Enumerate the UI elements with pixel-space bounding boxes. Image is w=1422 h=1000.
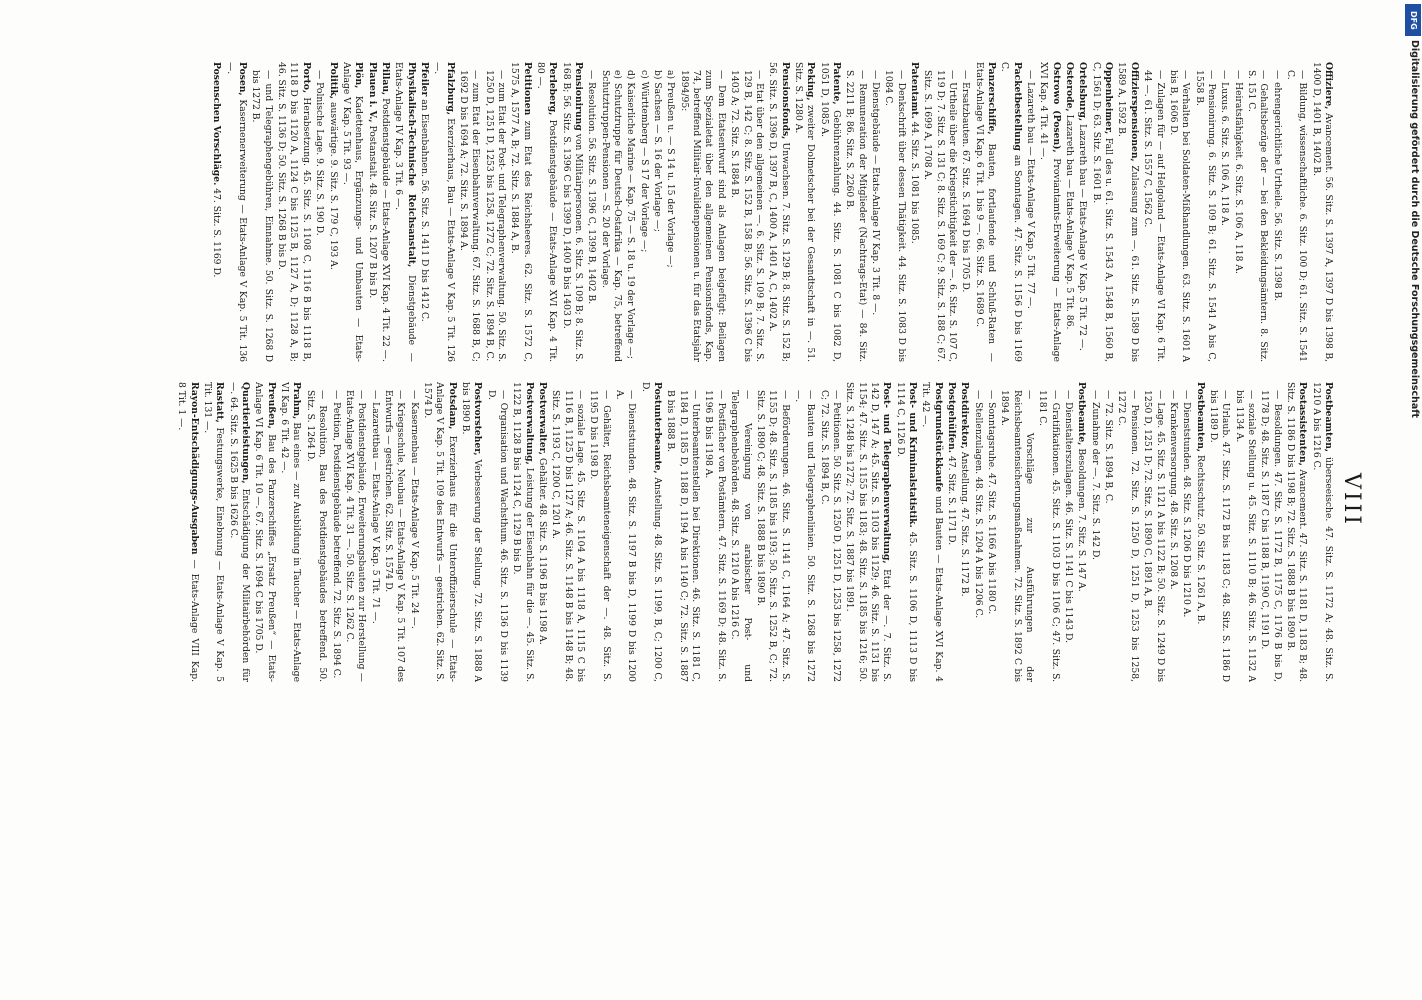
index-entry-text: von Militairpersonen. 6. Sitz. S. 109 B; 8. Sitz. S. 168 B; 56. Sitz. S. 1396 C bis 1399 D, 1400 B bis 1403 D. [560, 62, 585, 362]
index-entry [1075, 382, 1087, 682]
index-entry [343, 382, 368, 682]
index-entry-text: Gebührenzahlung. 44. Sitz. S. 1081 C bis 1082 D, 1051 D, 1085 A. [818, 62, 842, 362]
index-entry [1141, 62, 1166, 362]
index-entry-text: — Denkschrift über dessen Thätigkeit. 44. Sitz. S. 1083 D bis 1084 C. [883, 70, 907, 362]
index-entry [971, 382, 983, 682]
index-entry-text: — Dienststunden. 48. Sitz. S. 1206 D bis 1210 A. [1181, 390, 1193, 618]
index-entry [1207, 382, 1232, 682]
index-entry-text: — Polnische Lage. 9. Sitz. S. 190 D. [314, 70, 326, 236]
index-entry [638, 382, 663, 682]
index-entry [1192, 62, 1217, 362]
index-entry-text: — Postfächer von Postämtern. 47. Sitz. S. 1169 D; 48. Sitz. S. 1196 B bis 1198 A. [703, 390, 727, 682]
digitization-stamp [1404, 0, 1422, 1000]
index-entry-text: — Heiratsfähigkeit. 6. Sitz. S. 106 A, 118 A. [1232, 70, 1244, 274]
index-entry-text: — Lage. 45. Sitz. S. 1121 A bis 1122 B; 50. Sitz. S. 1249 D bis 1250 D, 1251 D; 72. Sitz. S. 1890 C, 1891 A, B. [1142, 390, 1166, 682]
index-entry-text: Exerzierhaus für die Unteroffizierschule — Etats-Anlage V Kap. 5 Tit. 109 des Entwurfs — gestrichen. 62. Sitz. S. 1574 D. [421, 382, 458, 682]
index-entry-head: Post- und Telegraphenverwaltung, [881, 382, 893, 564]
index-entry-text: und Bauten — Etats-Anlage XVI Kap. 4 Tit. 42 —. [920, 382, 944, 682]
index-entry [1258, 382, 1283, 682]
index-entry-text: — Dem Etatsentwurf sind als Anlagen beigefügt: Beilagen zum Spezialetat über den allgemeinen Pensionsfonds, Kap. 74, betreffend Militair-Invalidenpensionen u. für das Etatsjahr 1894/95: [678, 70, 727, 362]
index-entry-head: Postassistenten, [1297, 382, 1309, 466]
index-entry-head: Postunterbeamte, [652, 382, 664, 474]
index-entry [587, 382, 612, 682]
index-entry-text: Kasernenerweiterung — Etats-Anlage V Kap. 5 Tit. 136 —. [224, 62, 249, 362]
index-entry-text: — Bildung, wissenschaftliche. 6. Sitz. 100 D; 61. Sitz. S. 1541 C. [1284, 70, 1309, 362]
index-entry-text: Dienstgebäude — Etats-Anlage IV Kap. 3 Tit. 6 —. [393, 62, 417, 362]
index-entry-head: Petitionen [521, 62, 533, 116]
index-entry-text: — Lazareth bau — Etats-Anlage V Kap. 5 Tit. 77 —. [1025, 70, 1037, 309]
index-entry-head: Offiziere, [1323, 62, 1334, 110]
index-entry [985, 382, 997, 682]
index-entry-text: — Etat über den allgemeinen —. 6. Sitz. S. 109 B; 7. Sitz. S. 129 B, 142 C; 8. Sitz. S. 152 B, 158 B; 56. Sitz. S. 1396 C bis 1403 A; 72. Sitz. S. 1884 B. [729, 70, 765, 362]
index-entry [919, 382, 944, 682]
index-entry [882, 62, 907, 362]
index-entry-head: Postvorsteher, [472, 382, 484, 456]
index-entry-head: Rastatt, [214, 382, 226, 423]
index-entry-head: Pensionsfonds, [779, 62, 791, 140]
index-entry-head: Offizierspensionen, [1128, 62, 1140, 162]
index-entry [1284, 62, 1309, 362]
index-entry-head: Prahm, [291, 382, 303, 420]
index-entry [893, 382, 918, 682]
index-entry-text: — Stellenzulagen. 48. Sitz. S. 1204 A bis 1206 C. [972, 390, 984, 619]
index-entry-text: — Vereinigung von arabischer Post- und Telegraphenbehörden. 48. Sitz. S. 1210 A bis 1216 C. [729, 390, 753, 682]
index-entry-head: Postverwalter, [537, 382, 549, 456]
index-entry-text: — und Telegraphengebühren, Einnahme. 50. Sitz. S. 1268 D bis 1272 B. [250, 70, 274, 362]
index-entry [1062, 382, 1074, 682]
index-entry-text: Proviantamts-Erweiterung — Etats-Anlage XVI Kap. 4 Tit. 41 —. [1038, 62, 1062, 362]
index-entry-head: Osterode, [1064, 62, 1076, 112]
index-entry-text: Rechtsschutz. 50. Sitz. S. 1261 A, B. [1194, 455, 1206, 625]
index-entry [223, 62, 248, 362]
index-entry-text: — 72. Sitz. S. 1894 B, C. [1103, 390, 1115, 504]
index-entry [958, 382, 970, 682]
index-entry-text: — Dienststunden. 48. Sitz. S. 1197 B bis D, 1199 D bis 1200 A. [614, 390, 638, 682]
index-entry-text: — Pensionirung. 6. Sitz. S. 109 B; 61. Sitz. S. 1541 A bis C, 1558 B. [1193, 70, 1217, 362]
index-entry-text: — ehrengerichtliche Urtheile. 56. Sitz. S. 1398 B. [1271, 70, 1283, 302]
index-entry-head: Panzerschiffe, [986, 62, 998, 135]
index-entry-head: Postdirektor, [959, 382, 971, 449]
index-entry-head: Post- und Kriminalstatistik. [907, 382, 918, 528]
index-entry-text: 45. Sitz. S. 1106 D, 1113 D bis 1114 C, 1126 D. [894, 382, 918, 682]
index-entry-text: — zum Etat der Post- und Telegraphenverwaltung. 50. Sitz. S. 1250 D, 1251 D, 1253 bis 1258, 1272 C; 72. Sitz. S. 1894 B, C. [483, 70, 507, 362]
index-entry [1115, 382, 1140, 682]
index-entry-text: — Gehaltsbezüge der — bei den Bekleidungsämtern. 8. Sitz. S. 151 C. [1245, 70, 1270, 362]
index-entry-text: 47. Sitz. S. 1169 D. [211, 188, 223, 278]
index-entry [1037, 62, 1062, 362]
index-entry-text: 47. Sitz. S. 1171 D. [946, 455, 958, 546]
index-entry-text: Entschädigung der Militairbehörden für —. 64. Sitz. S. 1625 B bis 1626 C. [227, 382, 252, 682]
index-entry-text: Etat der —. 7. Sitz. S. 142 D, 147 A; 45. Sitz. S. 1103 bis 1129; 46. Sitz. S. 1131 bis 1154; 47. Sitz. S. 1155 bis 1183; 48. Sitz. S. 1185 bis 1216; 50. Sitz. S. 1248 bis 1272; 72. Sitz. S. 1887 bis 1891. [844, 382, 893, 682]
index-entry-text: — Luxus. 6. Sitz. S. 106 A, 118 A. [1219, 70, 1231, 226]
index-entry-text: — Verhalten bei Soldaten-Mißhandlungen. 63. Sitz. S. 1601 A bis B, 1606 D. [1167, 70, 1192, 362]
index-entry-text: d) Kaiserliche Marine — Kap. 75 — S. 18 u. 19 der Vorlage —; [625, 70, 637, 359]
index-entry-text: Lazareth bau — Etats-Anlage V Kap. 5 Tit. 86. [1064, 114, 1076, 330]
index-entry-text: — Petitionen. 50. Sitz. S. 1250 D, 1251 D, 1253 bis 1258, 1272 C; 72. Sitz. S. 1894 B, C. [818, 390, 842, 682]
index-entry [959, 62, 971, 362]
index-entry-text: Anstellung. 47. Sitz. S. 1172 B. [959, 451, 971, 597]
index-entry-text: — Etats-Anlage VIII Kap. 8 Tit. 1 —. [176, 382, 200, 682]
index-entry-text: Bau des Panzerschiffes „Ersatz Preußen“ — Etats-Anlage VI Kap. 6 Tit. 10 —. 67. Sitz. S. 1694 C bis 1705 D. [253, 382, 277, 682]
index-entry-text: Gehälter. 48. Sitz. S. 1196 B bis 1198 A. [537, 457, 549, 645]
index-entry-head: Postverwaltung, [523, 382, 535, 465]
index-entry [908, 62, 920, 362]
index-entry [1089, 62, 1114, 362]
index-entry [728, 382, 753, 682]
index-entry [624, 62, 636, 362]
index-entry [313, 62, 325, 362]
index-entry-text: — Ersatzbauten. 67. Sitz. S. 1694 D bis 1705 D. [960, 70, 972, 293]
index-entry [1076, 62, 1088, 362]
index-entry [1231, 62, 1243, 362]
index-entry [1309, 62, 1334, 362]
index-entry [585, 62, 597, 362]
index-entry [598, 62, 623, 362]
index-entry-text: — Resolution, Bau des Postdienstgebäudes betreffend. 50. Sitz. S. 1264 D. [304, 390, 329, 682]
index-entry-text: Avancement. 47. Sitz. S. 1181 D, 1183 B; 48. Sitz. S. 1186 D bis 1198 B; 72. Sitz. S. 1888 B bis 1890 B. [1284, 382, 1309, 682]
index-entry-text: — soziale Lage. 45. Sitz. S. 1104 A bis 1118 A, 1115 C bis 1116 B, 1125 D bis 1127 A; 46. Sitz. S. 1148 B bis 1148 B; 48. Sitz. S. 1193 C, 1200 C, 1201 A. [550, 390, 587, 682]
index-entry [702, 382, 727, 682]
index-entry-head: Potsdam, [446, 382, 458, 430]
index-entry [1270, 62, 1282, 362]
index-entry [252, 382, 277, 682]
index-entry-text: überseeische. 47. Sitz. S. 1172 A; 48. Sitz. S. 1210 A bis 1216 C. [1310, 382, 1334, 682]
index-entry-text: — Postdienstgebäude, Erweiterungsbauten zur Herstellung — Etats-Anlage XVI Kap. 4 Tit. 31 —. 50. Sitz. S. 1262 C. [343, 390, 368, 682]
index-entry [792, 382, 817, 682]
index-entry [382, 382, 407, 682]
index-entry [201, 382, 226, 682]
index-entry-head: Pfeiler [418, 62, 430, 97]
index-entry-head: Posenschen Vorschläge. [211, 62, 223, 186]
index-entry [998, 62, 1023, 362]
index-entry-text: Postdienstgebäude — Etats-Anlage XVI Kap. 4 Tit. 22 —. [379, 98, 391, 362]
index-entry [278, 382, 303, 682]
index-column-right [4, 700, 1334, 985]
index-entry [843, 62, 868, 362]
index-entry-text: Exerzierhaus, Bau — Etats-Anlage V Kap. 5 Tit. 126 —. [432, 62, 456, 362]
index-column-middle [4, 382, 1334, 682]
index-entry [326, 62, 338, 362]
index-entry-text: — Organisation und Wachsthum. 46. Sitz. S. 1136 D bis 1139 D. [485, 390, 509, 682]
index-entry-text: a) Preußen u. — S 14 u. 15 der Vorlage —; [665, 70, 677, 268]
index-entry-head: Plön, [353, 62, 365, 89]
index-entry-head: Ortelsburg, [1077, 62, 1089, 122]
index-entry [549, 382, 586, 682]
index-entry [613, 382, 638, 682]
index-entry [368, 382, 380, 682]
index-entry-text: c) Württemberg — S 17 der Vorlage —; [638, 70, 650, 253]
index-entry-head: Preußen, [265, 382, 277, 429]
index-entry-text: 44. Sitz. S. 1081 bis 1085. [909, 121, 920, 244]
index-entry [304, 382, 329, 682]
index-entry-text: Bau eines — zur Ausbildung in Taucher — Etats-Anlage VI Kap. 6 Tit. 42 —. [279, 382, 303, 682]
index-entry [508, 62, 533, 362]
index-entry-head: Postbeamten, [1323, 382, 1334, 453]
index-entry-head: Postgrundstückkaufe [932, 382, 944, 493]
index-entry-text: Festungswerke, Einebnung — Etats-Anlage V Kap. 5 Tit. 131 —. [202, 382, 226, 682]
index-entry-text: — Resolution. 56. Sitz. S. 1396 C, 1399 B, 1402 B. [586, 70, 598, 305]
index-entry [1245, 62, 1270, 362]
index-entry [817, 382, 842, 682]
index-entry-head: Oppenheimer, [1103, 62, 1115, 135]
index-entry-text: — Krankenversorgung. 48. Sitz. S. 1208 A. [1167, 390, 1179, 590]
index-entry [998, 382, 1035, 682]
index-entry-text: — zum Etat der Eisenbahnverwaltung. 67. Sitz. S. 1688 B, C; 1692 D bis 1694 A; 72. Sitz. S. 1894 A. [457, 70, 482, 362]
index-entry-text: — Zulagen für — auf Helgoland — Etats-Anlage VI Kap. 6 Tit. 44 —. 61. Sitz. S. 1557 C, 1562 C. [1142, 70, 1166, 362]
index-entry-text: zweiter Dolmetscher bei der Gesandtschaft in —. 51. Sitz. S. 1280 A. [792, 62, 817, 362]
index-entry-head: Pfalzburg, [444, 62, 456, 116]
index-entry-text: Fall des u. 61. Sitz. S. 1543 A, 1548 B, 1560 B, C, 1561 D; 63. Sitz. S. 1601 B. [1090, 62, 1115, 362]
dfg-logo: DFG [1405, 4, 1421, 36]
index-entry-text: auswärtige. 9. Sitz. S. 179 C, 193 A. [327, 102, 339, 270]
index-entry-text: an Eisenbahnen. 56. Sitz. S. 1411 D bis 1412 C. [418, 99, 430, 322]
index-entry-text: Leistung der Eisenbahn für die —. 45. Sitz. S. 1122 B, 1128 B bis 1124 C, 1129 B bis D. [511, 382, 535, 682]
index-entry-text: — Pensionen. 72. Sitz. S. 1250 D, 1251 D, 1253 bis 1258, 1272 C. [1116, 390, 1140, 682]
index-entry-text: — Gehälter, Reichsbeamteneigenschaft der —. 48. Sitz. S. 1195 D bis 1198 D. [588, 390, 612, 682]
index-entry-head: Packetbestellung [1011, 62, 1023, 151]
index-entry-head: Postbeamten, [1194, 382, 1206, 453]
index-entry [407, 382, 419, 682]
index-entry-text: — Kriegsschule, Neubau — Etats-Anlage V Kap. 5 Tit. 107 des Entwurfs — gestrichen. 62. Sitz. S. 1574 D. [382, 390, 407, 682]
index-entry [534, 62, 559, 362]
index-entry-text: b) Sachsen — S. 16 der Vorlage —; [652, 70, 664, 233]
index-entry [1102, 382, 1114, 682]
index-entry-text: — Besoldungen. 47. Sitz. S. 1172 B, 1175 C, 1176 B bis D, 1178 D; 48. Sitz. S. 1187 C bis 1188 B, 1190 C, 1191 D. [1259, 390, 1283, 682]
index-entry-head: Rayon-Entschädigungs-Ausgaben [188, 382, 200, 555]
index-entry-head: Patente, [830, 62, 842, 105]
index-entry [226, 382, 251, 682]
index-entry-head: Physikalisch-Technische Reichsanstalt, [405, 62, 417, 268]
index-entry-text: Kadettenhaus, Ergänzungs- und Umbauten — Etats-Anlage V Kap. 5 Tit. 93 —. [340, 62, 365, 362]
index-entry [766, 62, 791, 362]
index-entry [275, 62, 312, 362]
index-column-left [4, 62, 1334, 362]
index-entry-head: Politik, [327, 62, 339, 100]
index-entry-text: — Gratifikationen. 45. Sitz. S. 1103 D bis 1106 C; 47. Sitz. S. 1181 C. [1037, 390, 1061, 682]
index-entry-head: Pillau, [379, 62, 391, 96]
index-entry-text: Anstellung. 48. Sitz. S. 1199, B, C; 1200 C, D. [639, 382, 664, 682]
index-entry-head: Perleberg, [547, 62, 559, 116]
index-entry [365, 62, 377, 362]
index-entry-text: — Zunahme der —. 7. Sitz. S. 142 D. [1089, 390, 1101, 560]
index-entry-text: — soziale Stellung u. 45. Sitz. S. 1110 B; 46. Sitz. S. 1132 A bis 1134 A. [1233, 390, 1257, 682]
index-entry-text: Postanstalt. 48. Sitz. S. 1207 B bis D. [366, 125, 378, 299]
index-entry-text: — Dienstalterszulagen. 46. Sitz. S. 1141 C bis 1143 D. [1063, 390, 1075, 643]
index-entry [379, 62, 391, 362]
index-entry [484, 382, 509, 682]
index-entry-head: Postgehülfen. [946, 382, 958, 454]
index-entry [869, 62, 881, 362]
index-entry [210, 62, 222, 362]
index-entry [754, 382, 791, 682]
index-entry [728, 62, 765, 362]
index-entry-text: Unwachsen. 7. Sitz. S. 129 B; 8. Sitz. S. 152 B; 56. Sitz. S. 1396 D, 1397 B, C, 1400 A, 1401 A, C, 1402 A. [767, 62, 791, 362]
index-entry-text: — Remuneration der Mitglieder (Nachtrags-Etat) — 84. Sitz. S. 2211 B; 86. Sitz. S. 2260 B. [844, 70, 868, 362]
index-entry [421, 382, 458, 682]
index-entry [559, 62, 584, 362]
index-entry [249, 62, 274, 362]
index-entry-text: an Sonntagen. 47. Sitz. S. 1156 D bis 1169 C. [999, 62, 1023, 362]
index-entry [945, 382, 957, 682]
index-entry-head: Ostrowo (Posen), [1050, 62, 1062, 153]
index-entry [175, 382, 200, 682]
index-entry-text: Bauten, fortlaufende und Schluß-Raten — Etats-Anlage VI Kap. 6 Tit. 1 bis 9 —. 66. Sitz. S. 1689 C. [973, 62, 998, 362]
index-entry-text: e) Schutztruppe für Deutsch-Ostafrika — Kap. 75, betreffend Schutztruppen-Pensionen — S. 20 der Vorlage. [599, 70, 624, 362]
index-entry-head: Quartierleistungen, [240, 382, 252, 484]
index-entry-text: — Urtheile über die Kriegstüchtigkeit der —. 6. Sitz. S. 107 C, 119 D; 7. Sitz. S. 131 C; 8. Sitz. S. 169 C; 9. Sitz. S. 188 C; 67. Sitz. S. 1699 A, 1708 A. [922, 70, 959, 362]
index-entry [1193, 382, 1205, 682]
index-entry [1309, 382, 1334, 682]
index-entry [1115, 62, 1140, 362]
index-entry-head: Patentamt. [909, 62, 920, 119]
index-entry [1218, 62, 1230, 362]
index-entry-text: — Dienstgebäude — Etats-Anlage IV Kap. 3 Tit. 8 —. [869, 70, 881, 316]
index-entry-text: Avancement. 56. Sitz. S. 1397 A, 1397 D bis 1398 B, 1400 D, 1401 B, 1402 B. [1310, 62, 1334, 362]
index-entry [1141, 382, 1166, 682]
digitization-note: Digitalisierung gefördert durch die Deutsche Forschungsgemeinschaft [1409, 40, 1420, 418]
index-entry-head: Porto, [300, 62, 312, 94]
index-entry [1024, 62, 1036, 362]
index-entry [392, 62, 417, 362]
index-entry [340, 62, 365, 362]
index-entry [1036, 382, 1061, 682]
index-entry [664, 382, 701, 682]
index-entry-text: — Lazarettbau — Etats-Anlage V Kap. 5 Tit. 71 —. [369, 390, 381, 624]
index-entry [1284, 382, 1309, 682]
index-entry [972, 62, 997, 362]
index-entry-text: Besoldungen. 7. Sitz. S. 147 A. [1076, 448, 1088, 592]
index-entry [1167, 62, 1192, 362]
index-entry-text: Herabsetzung. 45. Sitz. S. 1108 C, 1116 B bis 1118 B, 1118 D bis 1120 A, 1124 C bis 1125 B, 1127 A, D; 1128 A, B; 46. Sitz. S. 1136 D; 50. Sitz. S. 1268 B bis D. [276, 62, 312, 362]
page-folio: VIII [1339, 473, 1364, 527]
index-entry-text: Postdienstgebäude — Etats-Anlage XVI Kap. 4 Tit. 80 —. [535, 62, 559, 362]
index-entry [1167, 382, 1179, 682]
index-entry [457, 62, 482, 362]
index-entry-head: Peking, [805, 62, 817, 101]
index-entry-text: zum Etat des Reichsheeres. 62. Sitz. S. 1572 C, 1575 A, 1577 A, B; 72. Sitz. S. 1884 A, B. [509, 62, 533, 362]
index-entry [1232, 382, 1257, 682]
index-entry-text: — Unterbeamtenstellen bei Direktionen. 46. Sitz. S. 1181 C, 1184 D, 1185 D, 1188 D, 1194 A bis 1140 C; 72. Sitz. S. 1887 B bis 1888 B. [665, 390, 702, 682]
index-entry [482, 62, 507, 362]
index-entry [459, 382, 484, 682]
index-entry-text: — Vorschläge zur Ausführungen der Reichsbeamtensicherungsmaßnahmen. 72. Sitz. S. 1892 C bis 1894 A. [999, 390, 1036, 682]
index-entry-head: Plauen i. V., [366, 62, 378, 123]
index-entry-text: — Bauten und Telegraphenlinien. 50. Sitz. S. 1268 bis 1272 —. [792, 390, 817, 682]
index-entry [1088, 382, 1100, 682]
index-entry-text: — Beförderungen. 46. Sitz. S. 1141 C, 1164 A; 47. Sitz. S. 1155 D; 48. Sitz. S. 1185 bis 1193; 50. Sitz. S. 1252 B, C; 72. Sitz. S. 1890 C; 48. Sitz. S. 1888 B bis 1890 B. [754, 390, 791, 682]
index-entry [418, 62, 430, 362]
index-entry [664, 62, 676, 362]
index-entry-head: Posen, [237, 62, 249, 96]
index-entry [817, 62, 842, 362]
index-entry [329, 382, 341, 682]
index-entry-text: Zulassung zum —. 61. Sitz. S. 1589 D bis 1589 A, 1592 B. [1116, 62, 1140, 362]
index-entry-head: Pensionirung [573, 62, 585, 131]
index-entry [1063, 62, 1075, 362]
index-entry [921, 62, 958, 362]
index-entry [637, 62, 649, 362]
index-entry-text: Lazareth bau — Etats-Anlage V Kap. 5 Tit. 72 —. [1077, 124, 1089, 351]
index-entry-text: — Sonntagsruhe. 47. Sitz. S. 1166 A bis 1180 C. [986, 390, 998, 615]
index-entry [843, 382, 892, 682]
index-entry-text: Verbesserung der Stellung. 72. Sitz. S. 1888 A bis 1890 B. [459, 382, 484, 682]
index-entry [651, 62, 663, 362]
index-entry-head: Postbeamte, [1076, 382, 1088, 446]
index-entry-text: — Kasernenbau — Etats-Anlage V Kap. 5 Tit. 24 —. [408, 390, 420, 629]
index-entry [510, 382, 535, 682]
index-entry-text: — Petition, Postdienstgebäude betreffend. 72. Sitz. S. 1894 C. [330, 390, 342, 679]
index-entry [536, 382, 548, 682]
index-entry [677, 62, 726, 362]
index-entry-text: — Urlaub. 47. Sitz. S. 1172 B bis 1183 C; 48. Sitz. S. 1186 D bis 1189 D. [1207, 390, 1232, 682]
index-entry [792, 62, 817, 362]
index-entry [1180, 382, 1192, 682]
index-entry [431, 62, 456, 362]
